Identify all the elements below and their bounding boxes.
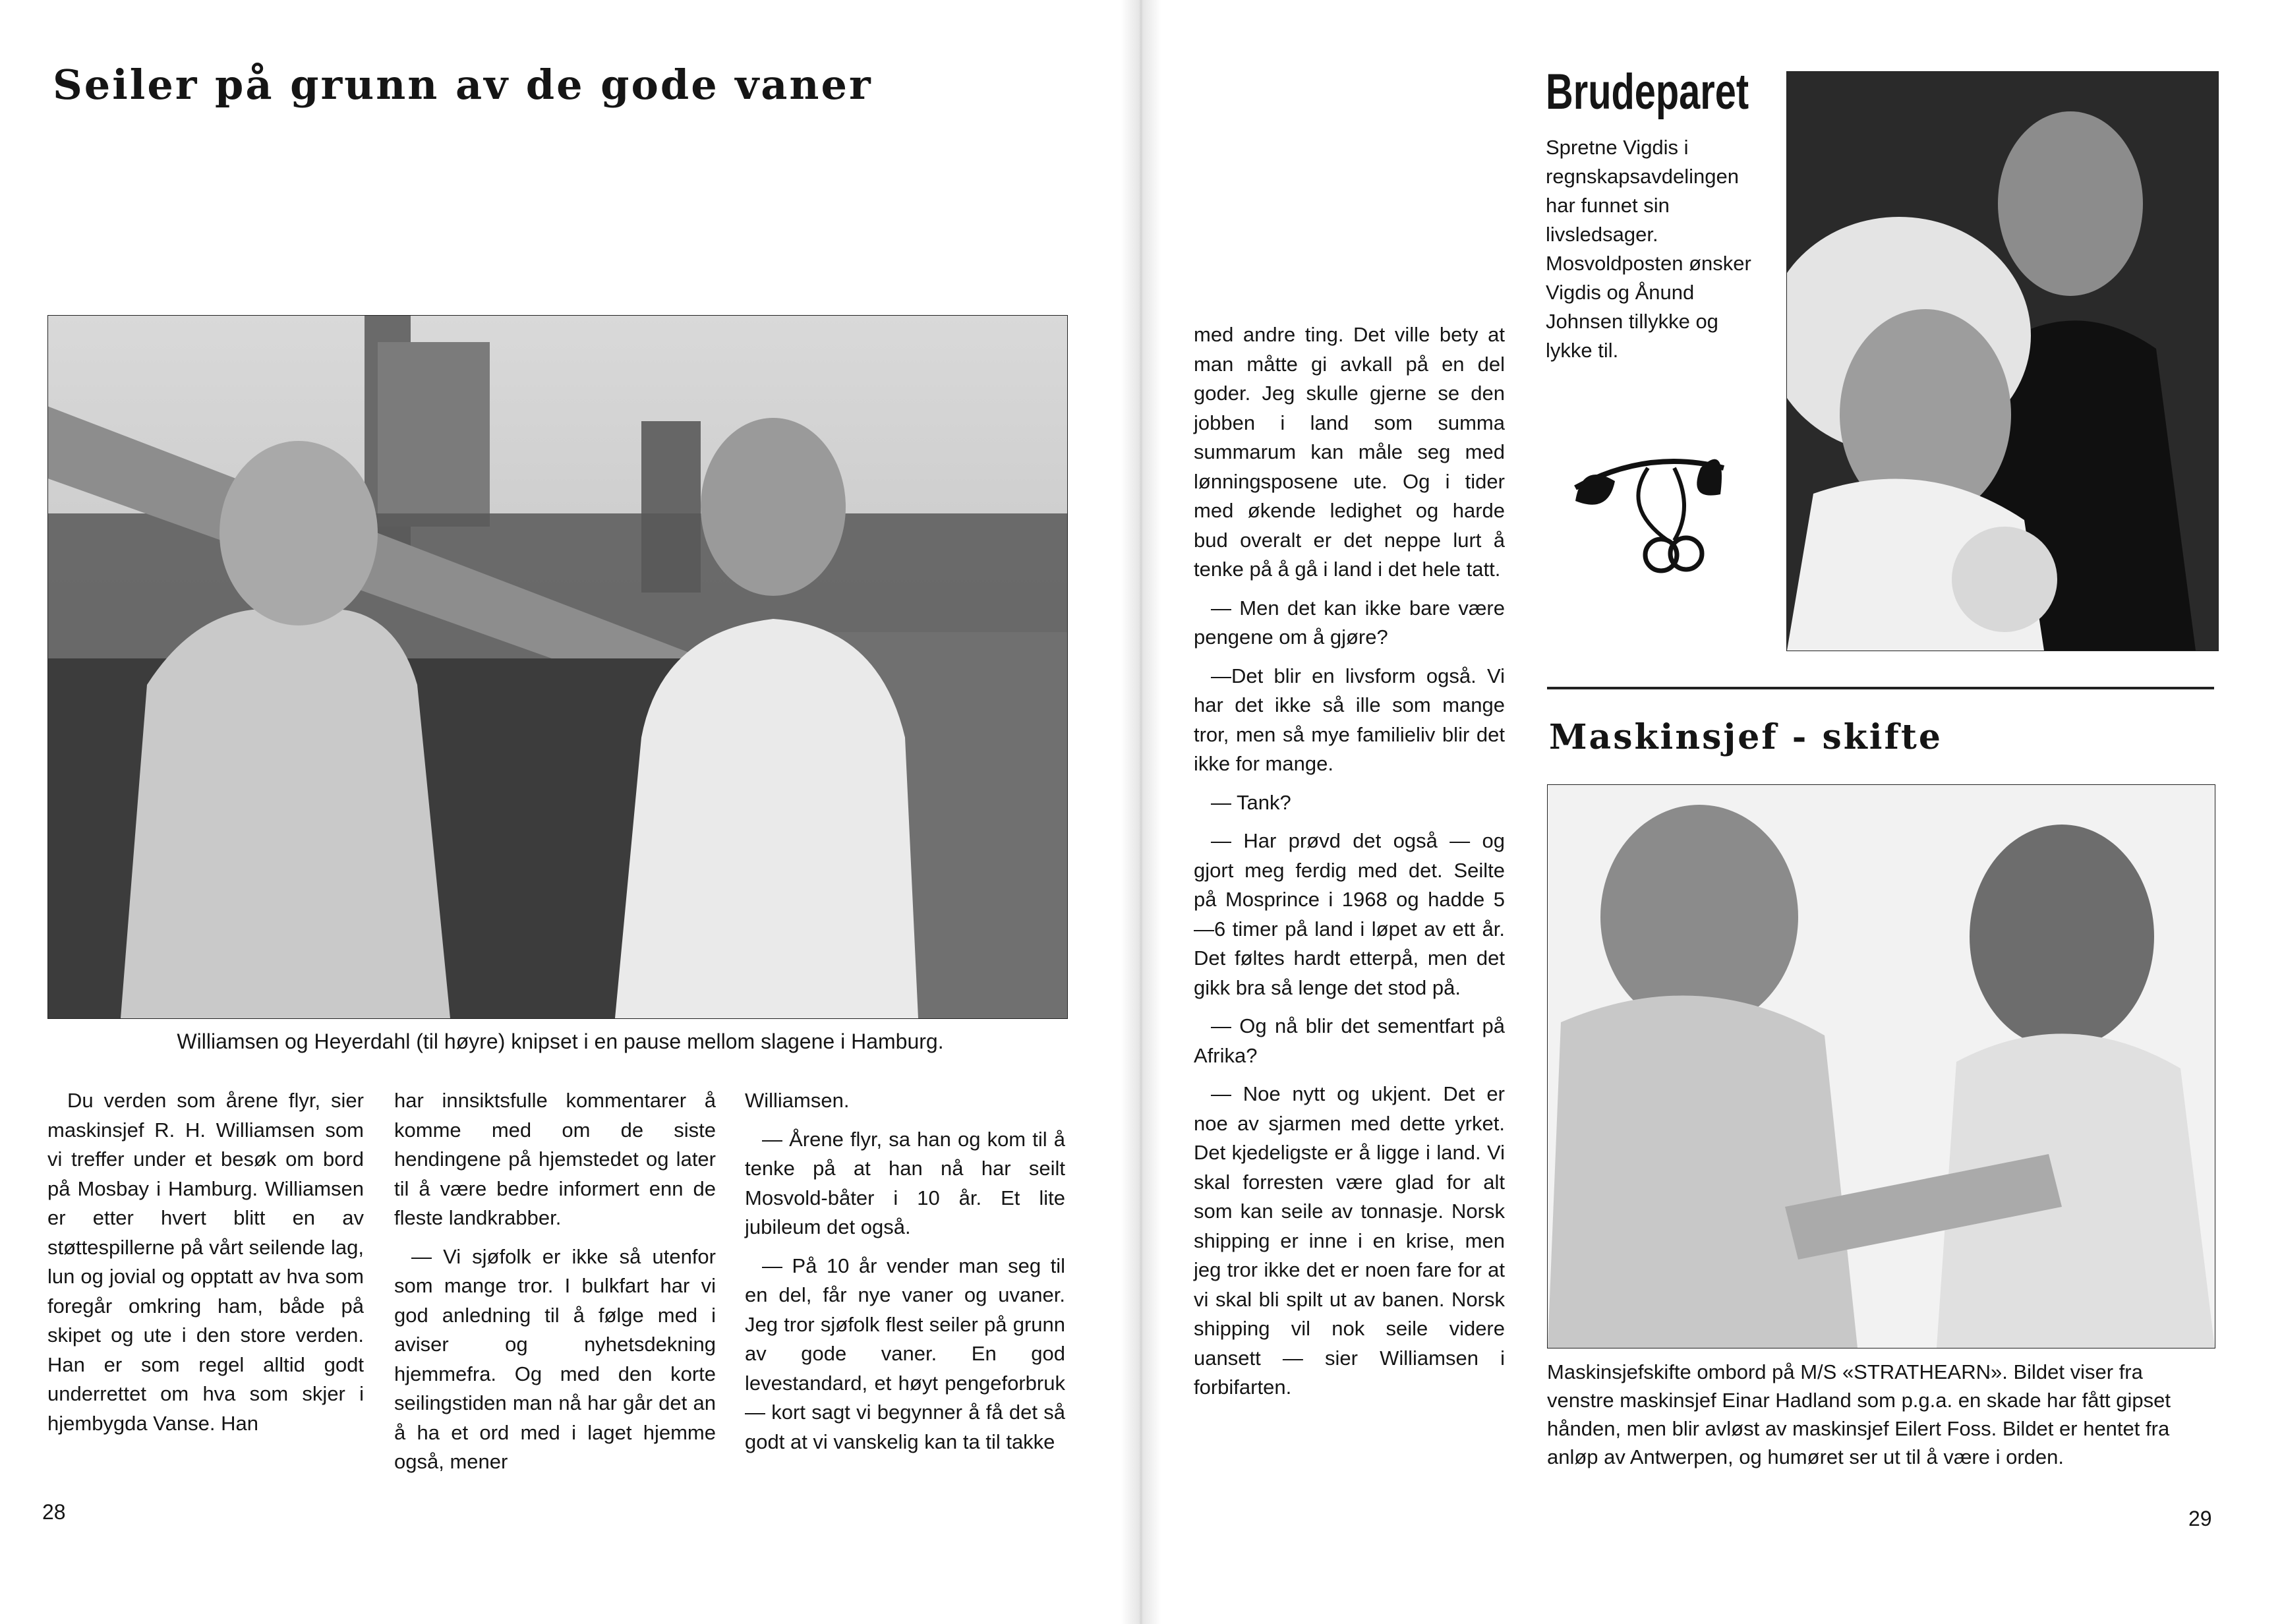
paragraph: Williamsen.: [745, 1089, 850, 1112]
maskinsjef-caption: Maskinsjefskifte ombord på M/S «STRATHEARN». Bildet viser fra venstre maskinsjef Einar Hadland som p.g.a. en skade har fått gipset hånden, men blir avløst av maskinsjef Eilert Foss. Bildet er hentet fra anløp av Antwerpen, og humøret ser ut til å være i orden.: [1547, 1360, 2171, 1468]
section-divider: [1547, 687, 2214, 689]
article-column-3: [745, 1086, 1065, 1466]
photo-two-men-on-ship-deck: [47, 315, 1068, 1019]
photo-handshake: [1547, 784, 2215, 1348]
paragraph: — Tank?: [1211, 790, 1291, 814]
paragraph: — Vi sjøfolk er ikke så utenfor som mange tror. I bulkfart har vi god anledning til å følge med i aviser og nyhetsdekning hjemmefra. Og med den korte seilingstiden man nå har går det an å ha et ord med i laget hjemme også, mener: [394, 1244, 716, 1473]
brudeparet-text: Spretne Vigdis i regnskapsavdelingen har funnet sin livsledsager. Mosvoldposten ønsker Vigdis og Ånund Johnsen tillykke og lykke til.: [1546, 136, 1751, 362]
paragraph: med andre ting. Det ville bety at man måtte gi avkall på en del goder. Jeg skulle gjerne se den jobben i land som summa summarum kan måle seg med lønningsposene ute. Og i tider med økende ledighet og harde bud overalt er det neppe lurt å tenke på å gå i land i det hele tatt.: [1194, 323, 1505, 581]
book-gutter: [1121, 0, 1161, 1624]
article-column-1: [47, 1086, 364, 1447]
photo-bride-and-groom: [1786, 71, 2219, 651]
article-column-2: [394, 1086, 716, 1486]
paragraph: — Årene flyr, sa han og kom til å tenke på at han nå har seilt Mosvold-båter i 10 år. Et lite jubileum det også.: [745, 1127, 1065, 1238]
paragraph: — På 10 år vender man seg til en del, får nye vaner og uvaner. Jeg tror sjøfolk flest seiler på grunn av gode vaner. En god levestandard, et høyt pengeforbruk — kort sagt vi begynner å få det så godt at vi vanskelig kan ta til takke: [745, 1254, 1065, 1453]
paragraph: — Men det kan ikke bare være pengene om å gjøre?: [1194, 596, 1505, 649]
brudeparet-headline: Brudeparet: [1546, 64, 1749, 120]
page-number: 28: [42, 1500, 66, 1524]
paragraph: har innsiktsfulle kommentarer å komme med om de siste hendingene på hjemstedet og later til å være bedre informert enn de fleste landkrabber.: [394, 1089, 716, 1229]
paragraph: — Noe nytt og ukjent. Det er noe av sjarmen med dette yrket. Det kjedeligste er å ligge i land. Vi skal forresten være glad for alt som kan seile av tonnasje. Norsk shipping er inne i en krise, men jeg tror ikke det er noen fare for at vi skal bli spilt ut av banen. Norsk shipping vil nok seile videre uansett — sier Williamsen i forbifarten.: [1194, 1082, 1505, 1399]
maskinsjef-headline: Maskinsjef - skifte: [1549, 717, 1943, 757]
paragraph: Du verden som årene flyr, sier maskinsjef R. H. Williamsen som vi treffer under et besøk om bord på Mosbay i Hamburg. Williamsen er etter hvert blitt en av støttespillerne på vårt seilende lag, lun og jovial og opptatt av hva som foregår omkring ham, både på skipet og ute i den store verden. Han er som regel alltid godt underrettet om hva som skjer i hjembygda Vanse. Han: [47, 1089, 364, 1435]
cherries-icon: [1569, 442, 1727, 593]
paragraph: — Har prøvd det også — og gjort meg ferdig med det. Seilte på Mosprince i 1968 og hadde 5—6 timer på land i løpet av ett år. Det føltes hardt etterpå, men det gikk bra så lenge det stod på.: [1194, 829, 1505, 999]
paragraph: —Det blir en livsform også. Vi har det ikke så ille som mange tror, men så mye familieliv blir det ikke for mange.: [1194, 664, 1505, 775]
photo-caption: Williamsen og Heyerdahl (til høyre) knipset i en pause mellom slagene i Hamburg.: [177, 1030, 944, 1053]
article-continuation-column: [1194, 320, 1505, 1412]
article-headline: Seiler på grunn av de gode vaner: [53, 61, 873, 109]
paragraph: — Og nå blir det sementfart på Afrika?: [1194, 1014, 1505, 1067]
page-number: 29: [2188, 1507, 2212, 1530]
